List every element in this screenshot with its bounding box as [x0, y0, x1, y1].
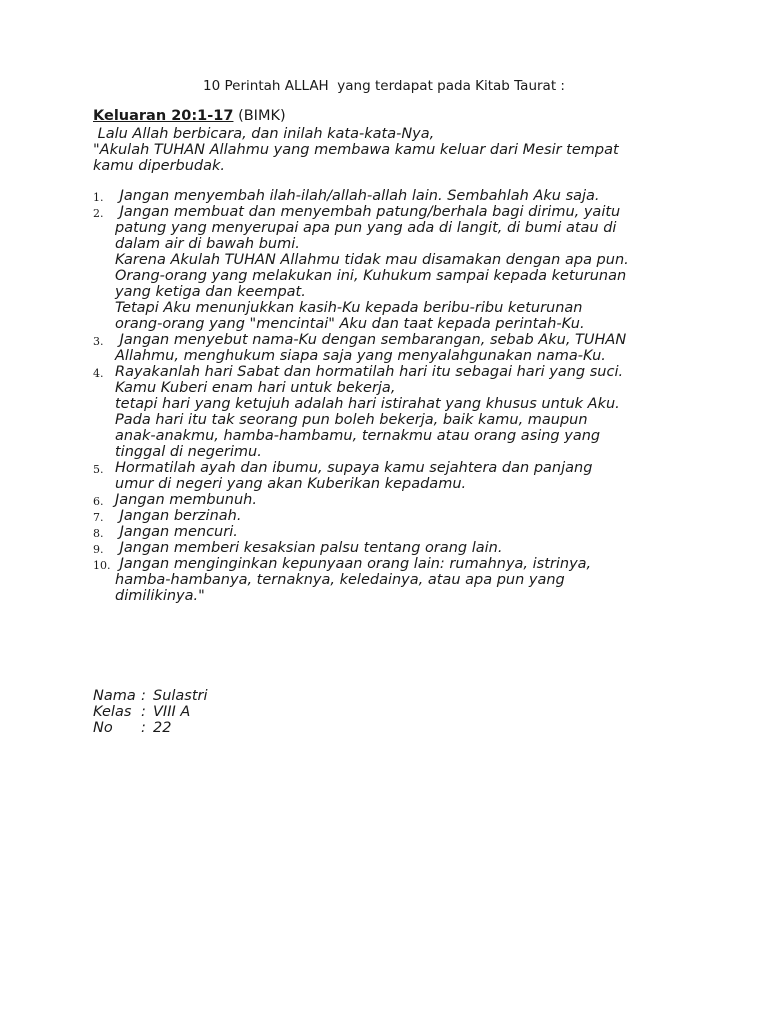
intro-line: Lalu Allah berbicara, dan inilah kata-kata-Nya, [93, 126, 435, 142]
commandment-text [115, 556, 713, 604]
commandment-number: 7. [93, 511, 104, 524]
signature-separator: : [141, 704, 146, 721]
commandment-line: Rayakanlah hari Sabat dan hormatilah hari itu sebagai hari yang suci. [115, 364, 624, 380]
commandment-number: 10. [93, 559, 111, 572]
commandment-item [93, 492, 713, 508]
commandment-line: dimilikinya." [115, 588, 205, 604]
signature-separator: : [141, 720, 146, 737]
commandment-number: 9. [93, 543, 104, 556]
commandment-line: dalam air di bawah bumi. [115, 236, 300, 252]
commandment-line: Jangan membunuh. [115, 492, 257, 508]
commandment-line: Jangan berzinah. [115, 508, 242, 524]
commandment-item [93, 460, 713, 492]
signature-value: VIII A [153, 704, 191, 721]
commandment-number: 8. [93, 527, 104, 540]
commandment-line: Hormatilah ayah dan ibumu, supaya kamu sejahtera dan panjang [115, 460, 593, 476]
commandment-line: tetapi hari yang ketujuh adalah hari istirahat yang khusus untuk Aku. [115, 396, 620, 412]
commandment-list [93, 188, 713, 604]
commandment-item [93, 540, 713, 556]
commandment-number: 1. [93, 191, 104, 204]
commandment-line: Jangan menginginkan kepunyaan orang lain: rumahnya, istrinya, [115, 556, 592, 572]
commandment-item [93, 188, 713, 204]
commandment-line: Tetapi Aku menunjukkan kasih-Ku kepada beribu-ribu keturunan [115, 300, 583, 316]
signature-value: 22 [153, 720, 172, 737]
commandment-text [115, 524, 713, 540]
commandment-number: 5. [93, 463, 104, 476]
commandment-text [115, 332, 713, 364]
signature-separator: : [141, 688, 146, 704]
commandment-line: orang-orang yang "mencintai" Aku dan taat kepada perintah-Ku. [115, 316, 585, 332]
document-title: 10 Perintah ALLAH yang terdapat pada Kitab Taurat : [203, 78, 565, 94]
reference-link[interactable]: Keluaran 20:1-17 [93, 108, 234, 124]
signature-block [93, 688, 208, 737]
signature-label: Nama [93, 688, 136, 704]
commandment-number: 3. [93, 335, 104, 348]
commandment-number: 6. [93, 495, 104, 508]
commandment-number: 4. [93, 367, 104, 380]
commandment-item [93, 556, 713, 604]
signature-label: Kelas [93, 704, 132, 721]
commandment-line: Allahmu, menghukum siapa saja yang menyalahgunakan nama-Ku. [115, 348, 606, 364]
signature-label: No [93, 720, 113, 737]
commandment-line: hamba-hambanya, ternaknya, keledainya, atau apa pun yang [115, 572, 565, 588]
commandment-line: anak-anakmu, hamba-hambamu, ternakmu atau orang asing yang [115, 428, 601, 444]
commandment-line: Jangan mencuri. [115, 524, 238, 540]
commandment-line: Jangan membuat dan menyembah patung/berhala bagi dirimu, yaitu [115, 204, 621, 220]
commandment-line: Pada hari itu tak seorang pun boleh bekerja, baik kamu, maupun [115, 412, 588, 428]
commandment-line: Jangan menyebut nama-Ku dengan sembarangan, sebab Aku, TUHAN [115, 332, 627, 348]
commandment-number: 2. [93, 207, 104, 220]
signature-row [93, 704, 208, 720]
commandment-item [93, 364, 713, 460]
commandment-line: Jangan menyembah ilah-ilah/allah-allah lain. Sembahlah Aku saja. [115, 188, 600, 204]
commandment-item [93, 524, 713, 540]
commandment-text [115, 188, 713, 204]
signature-row [93, 720, 208, 736]
commandment-text [115, 460, 713, 492]
commandment-text [115, 204, 713, 332]
intro-paragraph [93, 126, 713, 175]
scripture-reference [93, 107, 286, 125]
commandment-line: Kamu Kuberi enam hari untuk bekerja, [115, 380, 396, 396]
commandment-text [115, 508, 713, 524]
intro-line: "Akulah TUHAN Allahmu yang membawa kamu keluar dari Mesir tempat [93, 142, 619, 159]
commandment-line: yang ketiga dan keempat. [115, 284, 306, 300]
commandment-line: Karena Akulah TUHAN Allahmu tidak mau disamakan dengan apa pun. [115, 252, 629, 268]
commandment-line: Jangan memberi kesaksian palsu tentang orang lain. [115, 540, 503, 556]
signature-row [93, 688, 208, 704]
bible-version: (BIMK) [238, 108, 286, 124]
commandment-text [115, 540, 713, 556]
signature-value: Sulastri [153, 688, 208, 704]
commandment-line: Orang-orang yang melakukan ini, Kuhukum sampai kepada keturunan [115, 268, 627, 284]
intro-line: kamu diperbudak. [93, 158, 226, 175]
commandment-item [93, 332, 713, 364]
commandment-line: tinggal di negerimu. [115, 444, 262, 460]
commandment-text [115, 364, 713, 460]
commandment-line: umur di negeri yang akan Kuberikan kepadamu. [115, 476, 467, 492]
commandment-line: patung yang menyerupai apa pun yang ada di langit, di bumi atau di [115, 220, 617, 236]
commandment-item [93, 508, 713, 524]
commandment-item [93, 204, 713, 332]
commandment-text [115, 492, 713, 508]
